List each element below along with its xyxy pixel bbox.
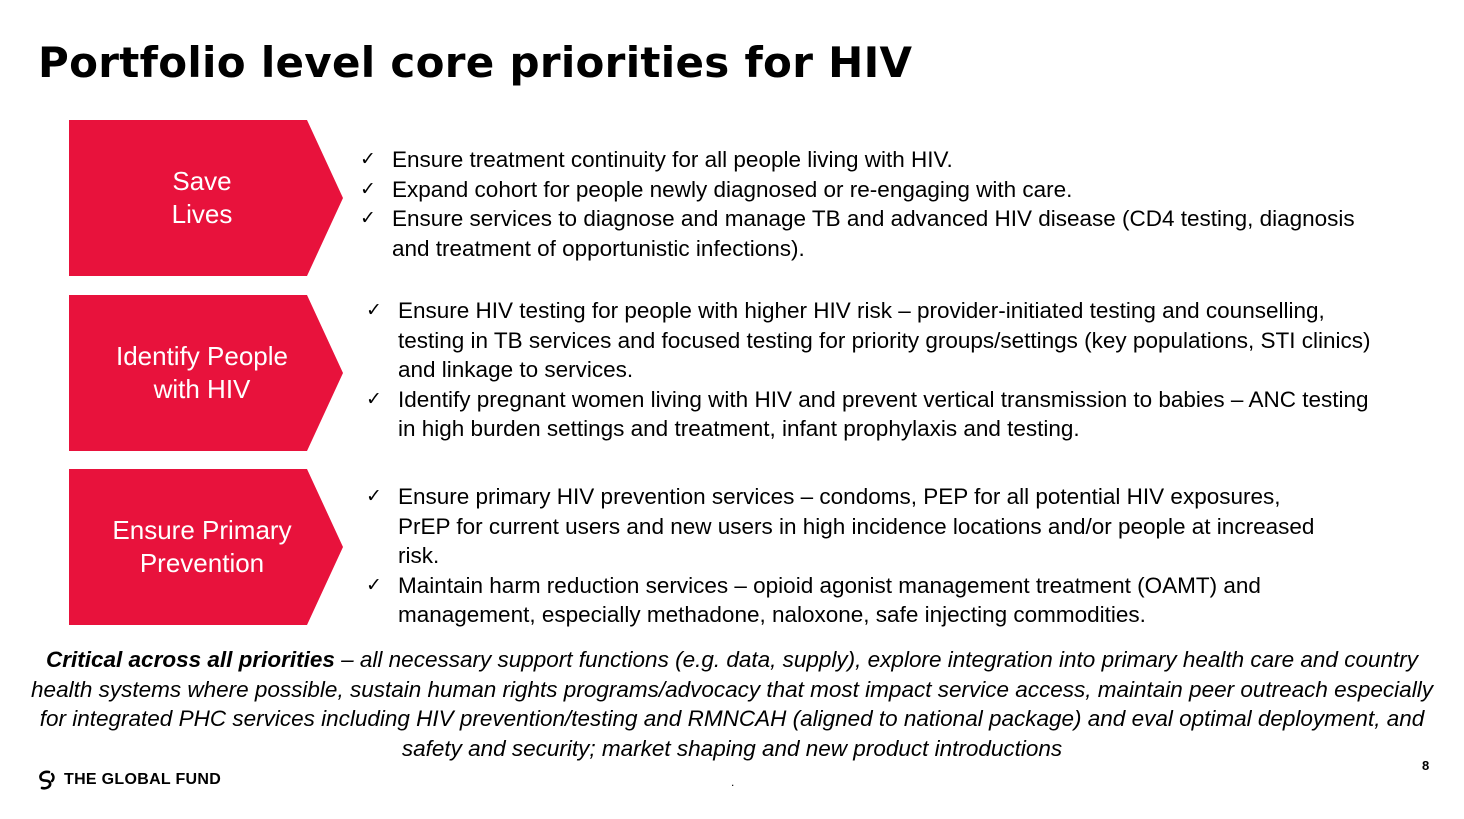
footer-dot: . xyxy=(731,775,735,789)
checkmark-icon: ✓ xyxy=(366,485,382,507)
critical-lead: Critical across all priorities xyxy=(46,647,335,672)
list-item: ✓ Identify pregnant women living with HIV and prevent vertical transmission to babies – ANC testing in high burden settings and treatment, infant prophylaxis and testing. xyxy=(366,386,1369,442)
list-item: ✓ Ensure HIV testing for people with higher HIV risk – provider-initiated testing and counselling, testing in TB services and focused testing for priority groups/settings (key populations, STI clinics) and linkage to services. xyxy=(366,298,1371,383)
priority-chevron xyxy=(69,469,343,625)
priority-chevron xyxy=(69,295,343,451)
checkmark-icon: ✓ xyxy=(366,387,382,410)
priority-label: Save Lives xyxy=(171,166,233,229)
global-fund-logo xyxy=(36,770,221,790)
list-item: ✓ Expand cohort for people newly diagnosed or re-engaging with care. xyxy=(360,175,1360,205)
checkmark-icon: ✓ xyxy=(366,299,382,321)
priority-label: Identify People with HIV xyxy=(115,341,288,404)
bullet-list xyxy=(366,296,1386,444)
page-number: 8 xyxy=(1422,758,1430,773)
priority-label: Ensure Primary Prevention xyxy=(112,515,292,578)
list-item: ✓ Ensure primary HIV prevention services – condoms, PEP for all potential HIV exposures, PrEP for current users and new users in high incidence locations and/or people at increased risk. xyxy=(366,484,1315,569)
critical-text: – all necessary support functions (e.g. data, supply), explore integration into primary health care and country health systems where possible, sustain human rights programs/advocacy that most impact service access, maintain peer outreach especially for integrated PHC services including HIV prevention/testing and RMNCAH (aligned to national package) and eval optimal deployment, and safety and security; market shaping and new product introductions xyxy=(31,647,1433,761)
bullet-list xyxy=(366,482,1326,630)
critical-note xyxy=(30,645,1434,763)
logo-text: THE GLOBAL FUND xyxy=(64,771,222,788)
checkmark-icon: ✓ xyxy=(366,573,382,596)
bullet-list xyxy=(360,145,1360,263)
checkmark-icon: ✓ xyxy=(360,148,376,170)
list-item: ✓ Maintain harm reduction services – opioid agonist management treatment (OAMT) and management, especially methadone, naloxone, safe injecting commodities. xyxy=(366,572,1261,628)
list-item: ✓ Ensure treatment continuity for all people living with HIV. xyxy=(360,145,1360,175)
list-item: ✓ Ensure services to diagnose and manage TB and advanced HIV disease (CD4 testing, diagnosis and treatment of opportunistic infections). xyxy=(360,206,1355,261)
priority-chevron xyxy=(69,120,343,276)
slide-title: Portfolio level core priorities for HIV xyxy=(38,38,913,87)
checkmark-icon: ✓ xyxy=(360,207,376,230)
global-fund-swirl-icon xyxy=(36,770,58,790)
checkmark-icon: ✓ xyxy=(360,177,376,200)
